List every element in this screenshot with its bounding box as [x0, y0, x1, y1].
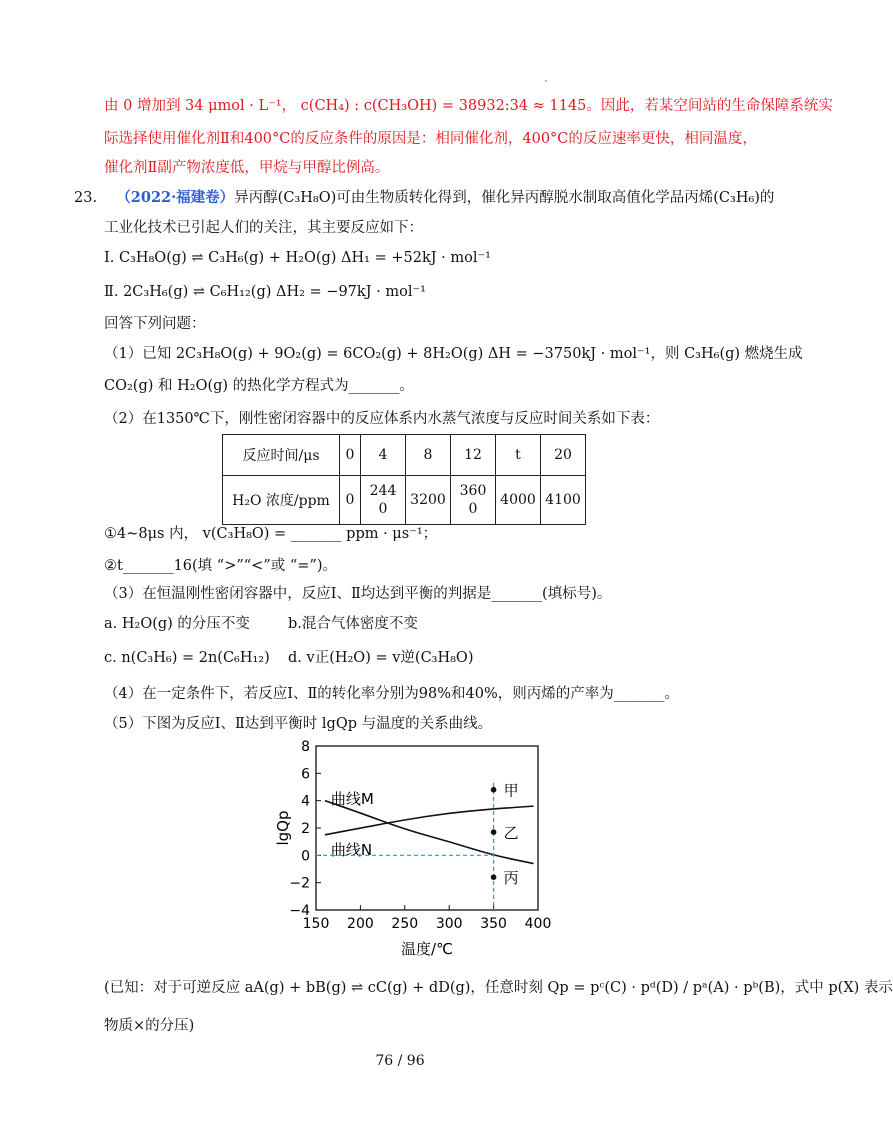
table-cell: t: [496, 435, 541, 476]
table-row-concentration: [223, 476, 586, 525]
y-tick-label: −2: [289, 875, 310, 892]
question-intro: [74, 188, 774, 208]
y-tick-label: 6: [301, 766, 310, 783]
option-c: c. n(C₃H₆) = 2n(C₆H₁₂): [104, 650, 270, 666]
y-tick-label: 2: [301, 821, 310, 837]
data-table: [222, 434, 586, 525]
table-cell: 3200: [406, 476, 451, 525]
series-label-n: 曲线N: [330, 840, 373, 859]
x-axis-label: 温度/℃: [401, 940, 453, 958]
table-cell: [451, 476, 496, 525]
x-tick-labels: [303, 905, 552, 932]
table-cell: 4000: [496, 476, 541, 525]
point-label: 丙: [503, 869, 519, 888]
table-cell: 8: [406, 435, 451, 476]
part-2-question-2: ②t_______16(填 “>”“<”或 “=”)。: [104, 558, 337, 574]
option-a: a. H₂O(g) 的分压不变: [104, 616, 250, 632]
y-tick-label: 4: [301, 793, 310, 810]
x-tick-label: 350: [480, 916, 507, 932]
option-b: b.混合气体密度不变: [288, 616, 418, 632]
question-intro-line-2: 工业化技术已引起人们的关注，其主要反应如下：: [104, 220, 423, 236]
question-intro-text: 异丙醇(C₃H₈O)可由生物质转化得到，催化异丙醇脱水制取高值化学品丙烯(C₃H₆)的: [234, 190, 775, 206]
x-tick-label: 200: [347, 916, 374, 932]
x-tick-label: 400: [524, 916, 552, 932]
x-tick-label: 150: [302, 916, 330, 932]
series-label-m: 曲线M: [330, 790, 374, 809]
table-header-concentration: H₂O 浓度/ppm: [223, 476, 340, 525]
table-cell: 0: [340, 476, 361, 525]
prompt: 回答下列问题：: [104, 316, 206, 332]
table-cell: 4100: [541, 476, 586, 525]
x-tick-label: 250: [391, 916, 419, 932]
part-5: （5）下图为反应Ⅰ、Ⅱ达到平衡时 lgQp 与温度的关系曲线。: [104, 716, 493, 732]
table-row-time: [223, 435, 586, 476]
question-number: 23.: [74, 190, 98, 206]
reaction-2: Ⅱ. 2C₃H₆(g) ⇌ C₆H₁₂(g) ΔH₂ = −97kJ · mol⁻¹: [104, 284, 426, 300]
table-cell-value: 3600: [459, 483, 487, 517]
lgqp-temperature-chart: [270, 738, 570, 960]
table-cell: 0: [340, 435, 361, 476]
point-label: 甲: [503, 781, 519, 800]
y-tick-label: 0: [301, 848, 310, 865]
table-cell-value: 2440: [369, 483, 397, 517]
curves: [325, 790, 534, 864]
y-tick-label: −4: [289, 903, 310, 919]
series-line-n: [325, 806, 534, 835]
point-label: 乙: [503, 824, 519, 843]
table-cell: 12: [451, 435, 496, 476]
point-marker: [491, 874, 497, 880]
point-marker: [491, 829, 497, 835]
answer-line-2: 际选择使用催化剂Ⅱ和400°C的反应条件的原因是：相同催化剂，400°C的反应速率更快，相同温度，: [104, 131, 757, 147]
question-source: （2022·福建卷）: [116, 189, 235, 206]
answer-line-3: 催化剂Ⅱ副产物浓度低，甲烷与甲醇比例高。: [104, 160, 390, 176]
note-line-2: 物质×的分压): [104, 1018, 195, 1034]
y-axis-label: lgQp: [274, 810, 292, 846]
answer-line-1: 由 0 增加到 34 μmol · L⁻¹， c(CH₄) : c(CH₃OH) = 38932:34 ≈ 1145。因此，若某空间站的生命保障系统实: [104, 98, 833, 114]
part-4: （4）在一定条件下，若反应Ⅰ、Ⅱ的转化率分别为98%和40%，则丙烯的产率为_______。: [104, 686, 680, 702]
part-1-line-1: （1）已知 2C₃H₈O(g) + 9O₂(g) = 6CO₂(g) + 8H₂O(g) ΔH = −3750kJ · mol⁻¹，则 C₃H₆(g) 燃烧生成: [104, 346, 803, 362]
part-1-line-2: CO₂(g) 和 H₂O(g) 的热化学方程式为_______。: [104, 378, 414, 394]
reaction-1: Ⅰ. C₃H₈O(g) ⇌ C₃H₆(g) + H₂O(g) ΔH₁ = +52kJ · mol⁻¹: [104, 250, 491, 266]
option-d: d. v正(H₂O) = v逆(C₃H₈O): [288, 650, 474, 666]
page-number: 76 / 96: [375, 1053, 425, 1069]
points: [491, 782, 519, 887]
part-2-question-1: ①4~8μs 内， v(C₃H₈O) = _______ ppm · μs⁻¹；: [104, 526, 438, 542]
table-cell: 4: [361, 435, 406, 476]
y-tick-label: 8: [301, 739, 310, 755]
stray-dot: [545, 80, 547, 82]
note-line-1: (已知：对于可逆反应 aA(g) + bB(g) ⇌ cC(g) + dD(g)，任意时刻 Qp = pᶜ(C) · pᵈ(D) / pᵃ(A) · pᵇ(B)，式中 p(X) 表示: [104, 980, 893, 996]
point-marker: [491, 787, 497, 793]
table-cell: [361, 476, 406, 525]
table-cell: 20: [541, 435, 586, 476]
part-2-line-1: （2）在1350℃下，刚性密闭容器中的反应体系内水蒸气浓度与反应时间关系如下表：: [104, 411, 660, 427]
part-3-line-1: （3）在恒温刚性密闭容器中，反应Ⅰ、Ⅱ均达到平衡的判据是_______(填标号)。: [104, 586, 612, 602]
x-tick-label: 300: [435, 916, 463, 932]
table-header-time: 反应时间/μs: [223, 435, 340, 476]
